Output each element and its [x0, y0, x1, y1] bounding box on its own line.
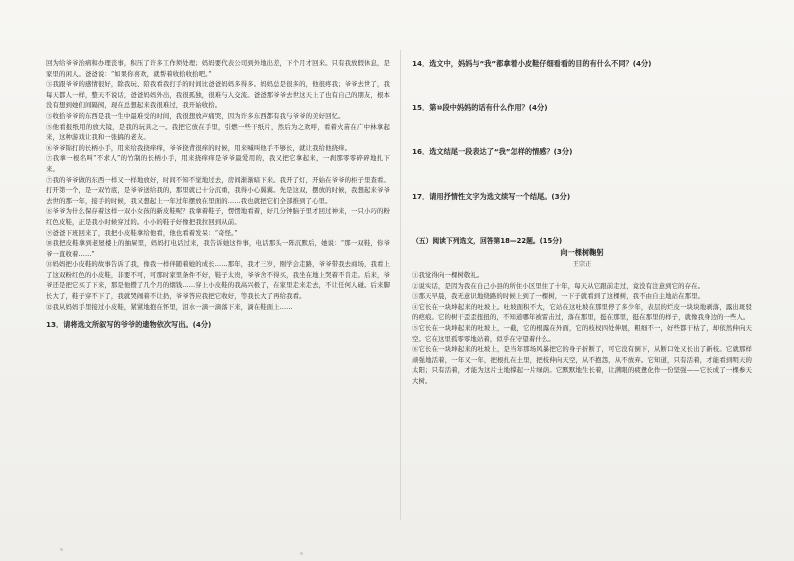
scan-mark: [60, 548, 63, 551]
left-column: [46, 58, 390, 338]
story-paragraph: ⑧爷爷为什么保存着这样一双小女孩的新皮鞋呢？我拿着鞋子，愣愣地看着，好几分钟脑子里才回过神来，一只小巧的粉红色皮鞋，正是我小时候穿过的。小小的鞋子好像把我拉回到从前。: [46, 207, 391, 226]
answer-space[interactable]: [412, 69, 752, 102]
column-divider: [400, 50, 401, 520]
question-14: 14．选文中，妈妈与“我”都拿着小皮鞋仔细看看的目的有什么不同？(4分): [412, 59, 652, 68]
essay-title: 向一棵树鞠躬: [560, 248, 604, 257]
section-heading: （五）阅读下列选文，回答第18—22题。(15分): [412, 237, 563, 245]
story-paragraph: ⑨爸爸下班回来了，我把小皮鞋拿给他看，他也看着发呆：“奇怪。”: [46, 228, 238, 237]
story-paragraph: ⑥爷爷锦打的长柄小手，用来给我挠痒痒，爷爷挠背很痒的时候，用来喊叫他手不够长，就让我给他挠痒。: [46, 143, 352, 152]
story-paragraph: ③我跟爷爷的感情很好，除我玩、陪我看我打手的时间比爸爸妈妈多得多。妈妈总是很多的，他很疼我；爷爷去世了，我每天都人一样，整天不说话，爸爸妈妈外出，我很孤独，很难与人交流。爸爸那爷爷去世这天上了也有自己的朋友，根本没有想到她们间隔阂，现在总想起来我很难过，我开始收拾。: [46, 80, 391, 110]
question-13: 13．请将选文所叙写的爷爷的遗物依次写出。(4分): [46, 320, 212, 330]
question-15: 15．第⑩段中妈妈的话有什么作用？(4分): [412, 103, 548, 112]
answer-space[interactable]: [412, 157, 752, 191]
story-paragraph: 回为给爷爷治病和办理丧事，积压了许多工作须处理；妈妈要代表公司到外地出差，下个月才回来。只有我放假休息，是家里的闲人。爸爸说：“如果你喜欢，就帮着收拾收拾吧。”: [46, 59, 391, 78]
story-paragraph: ⑫我从妈妈手里接过小皮鞋，紧紧地抱在怀里，泪水一滴一滴落下来，滴在鞋面上……: [46, 302, 293, 311]
question-17: 17．请用抒情性文字为选文续写一个结尾。(3分): [412, 192, 571, 201]
story-paragraph: ⑩我把皮鞋拿到老屋楼上的抽屉里，妈妈打电话过来，我告诉她这件事，电话那头一阵沉默后，她说：“那一双鞋，你爷爷一直收着……”: [46, 239, 390, 258]
essay-paragraph: ①我觉得向一棵树敬礼。: [412, 271, 484, 279]
story-paragraph: ⑦我拿一根名叫“不求人”的竹制的长柄小手，用来挠痒痒是爷爷最爱用的，我又把它拿起来，一刹那零零碎碎地扎下来。: [46, 154, 390, 173]
story-paragraph: ⑪妈妈把小皮鞋的故事告诉了我，像我一样伴随着她的成长……那年，我才三岁，刚学会走路，爷爷带我去商场，我看上了这双粉红色的小皮鞋，非要不可，可那时家里条件不好，鞋子太贵，爷爷舍不得买，我坐在地上哭着不肯走。后来，爷爷还是把它买了下来，那是他攒了几个月的烟钱……穿上小皮鞋的我高兴极了，在家里走来走去，不让任何人碰。后来脚长大了，鞋子穿不下了，我就哭闹着不让扔，爷爷答应我把它收好，等我长大了再给我看。: [46, 260, 391, 301]
story-paragraph: ③收拾爷爷的东西是我一生中最难受的时间，我很想放声痛哭，因为许多东西都有我与爷爷的美好回忆。: [46, 111, 345, 120]
story-paragraph: ⑤他看报纸用的放大镜，是我的玩具之一。我把它放在手里，引燃一些干纸片，然后为之欢呼，看着火苗在广中林拿起来，这种游戏让我和一张搞的老友。: [46, 122, 390, 142]
answer-space[interactable]: [412, 202, 752, 236]
right-column: [412, 58, 752, 387]
essay-paragraph: ②说实话，是因为我在自己小县的所住小区里住了十年，每天从它跟前走过，竟没有注意到它的存在。: [412, 281, 705, 290]
essay-author: 王宗正: [572, 261, 592, 268]
scan-mark: [300, 552, 303, 555]
essay-paragraph: ⑥它长在一块坤起来的吐坡上，是当年那场风暴把它的身子折断了，可它没有倒下，从断口处又长出了新枝。它就那样顽强地活着，一年又一年，把根扎在土里，把枝伸向天空，从不抱怨，从不放弃。它知道，只有活着，才能看到明天的太阳；只有活着，才能为这片土地撑起一片绿荫。它默默地生长着，让满眼的疲惫化作一份坚强——它长成了一棵参天大树。: [412, 345, 752, 385]
story-paragraph: ⑦我的爷爷做的东西一样又一样地放好，时间不知不觉地过去，房间渐渐暗下来。我开了灯，开始在爷爷的柜子里查看。打开第一个，是一双竹底，是爷爷送给我的，那里就已十分沉重，我得小心翼翼。先是这双，摆放的时候，我想起来爷爷去世的那一年，接手的时候，我又想起上一年过年摆放在里面的……我也就把它们全部推到了心里。: [46, 175, 391, 205]
essay-paragraph: ⑤它长在一块坤起来的吐坡上，一截，它的根露在外面，它的枝杈四处伸展，粗细不一，好些都干枯了，却依然伸向天空。它在这里孤零零地站着，似乎在守望着什么。: [412, 323, 752, 343]
answer-space[interactable]: [412, 113, 752, 146]
question-16: 16．选文结尾一段表达了“我”怎样的情感？(3分): [412, 147, 573, 156]
essay-paragraph: ③那天早晨，我无意识地绕路的时候上到了一棵树，一下子就看到了这棵树，我不由自主地站在那里。: [412, 292, 705, 301]
essay-paragraph: ④它长在一块坤起来的吐坡上。吐坡面积不大，它站在这吐坡在那里停了多少年，表层的烂皮一块块地剥落，露出斑驳的疤痕。它的树干歪歪扭扭的，不知道哪年被雷击过，落在那里，挺在那里，挺在那里的样子，就像我身边的一些人。: [412, 302, 752, 322]
